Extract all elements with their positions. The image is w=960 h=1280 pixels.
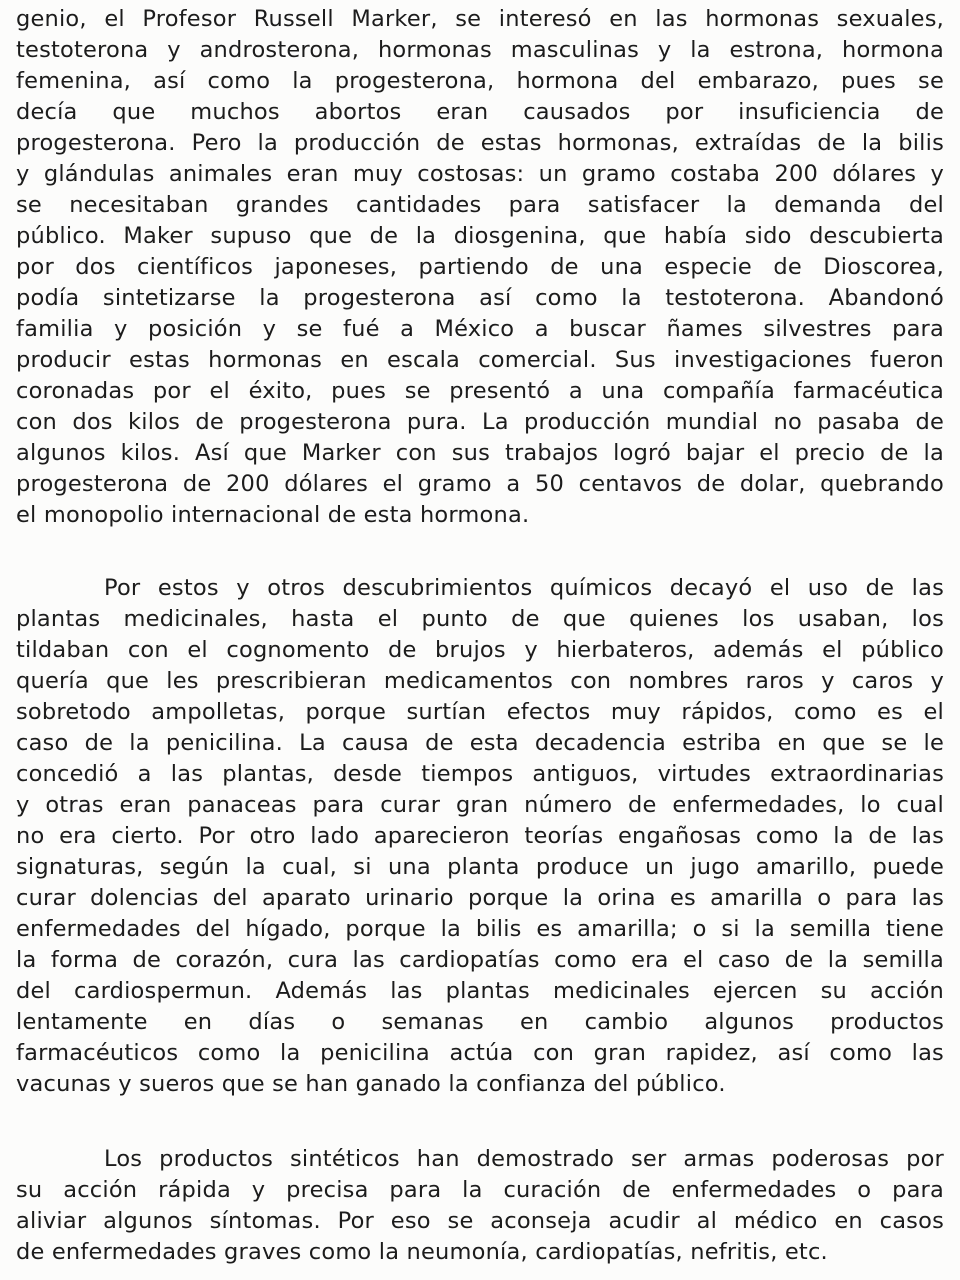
text-line: familia y posición y se fué a México a buscar ñames silvestres para xyxy=(16,316,944,342)
text-line: femenina, así como la progesterona, hormona del embarazo, pues se xyxy=(16,68,944,94)
text-line: no era cierto. Por otro lado aparecieron teorías engañosas como la de las xyxy=(16,823,944,849)
text-line: su acción rápida y precisa para la curación de enfermedades o para xyxy=(16,1177,944,1203)
text-line: concedió a las plantas, desde tiempos antiguos, virtudes extraordinarias xyxy=(16,761,944,787)
text-line: y glándulas animales eran muy costosas: un gramo costaba 200 dólares y xyxy=(16,161,944,187)
text-line: del cardiospermun. Además las plantas medicinales ejercen su acción xyxy=(16,978,944,1004)
text-line: la forma de corazón, cura las cardiopatías como era el caso de la semilla xyxy=(16,947,944,973)
text-line: sobretodo ampolletas, porque surtían efectos muy rápidos, como es el xyxy=(16,699,944,725)
text-line: Por estos y otros descubrimientos químicos decayó el uso de las xyxy=(104,575,944,601)
text-line: genio, el Profesor Russell Marker, se interesó en las hormonas sexuales, xyxy=(16,6,944,32)
text-line: progesterona de 200 dólares el gramo a 50 centavos de dolar, quebrando xyxy=(16,471,944,497)
text-line: con dos kilos de progesterona pura. La producción mundial no pasaba de xyxy=(16,409,944,435)
text-line: plantas medicinales, hasta el punto de que quienes los usaban, los xyxy=(16,606,944,632)
text-line: podía sintetizarse la progesterona así como la testoterona. Abandonó xyxy=(16,285,944,311)
text-line: quería que les prescribieran medicamentos con nombres raros y caros y xyxy=(16,668,944,694)
text-line: de enfermedades graves como la neumonía, cardiopatías, nefritis, etc. xyxy=(16,1239,828,1265)
text-line: se necesitaban grandes cantidades para satisfacer la demanda del xyxy=(16,192,944,218)
text-line: testoterona y androsterona, hormonas masculinas y la estrona, hormona xyxy=(16,37,944,63)
text-line: caso de la penicilina. La causa de esta decadencia estriba en que se le xyxy=(16,730,944,756)
text-line: producir estas hormonas en escala comercial. Sus investigaciones fueron xyxy=(16,347,944,373)
text-line: curar dolencias del aparato urinario porque la orina es amarilla o para las xyxy=(16,885,944,911)
text-line: el monopolio internacional de esta hormona. xyxy=(16,502,530,528)
text-line: lentamente en días o semanas en cambio algunos productos xyxy=(16,1009,944,1035)
text-line: público. Maker supuso que de la diosgenina, que había sido descubierta xyxy=(16,223,944,249)
text-line: Los productos sintéticos han demostrado ser armas poderosas por xyxy=(104,1146,944,1172)
text-line: signaturas, según la cual, si una planta produce un jugo amarillo, puede xyxy=(16,854,944,880)
text-line: tildaban con el cognomento de brujos y hierbateros, además el público xyxy=(16,637,944,663)
text-line: por dos científicos japoneses, partiendo de una especie de Dioscorea, xyxy=(16,254,944,280)
text-line: farmacéuticos como la penicilina actúa con gran rapidez, así como las xyxy=(16,1040,944,1066)
text-line: algunos kilos. Así que Marker con sus trabajos logró bajar el precio de la xyxy=(16,440,944,466)
text-line: decía que muchos abortos eran causados por insuficiencia de xyxy=(16,99,944,125)
text-line: vacunas y sueros que se han ganado la confianza del público. xyxy=(16,1071,726,1097)
text-line: enfermedades del hígado, porque la bilis es amarilla; o si la semilla tiene xyxy=(16,916,944,942)
text-line: aliviar algunos síntomas. Por eso se aconseja acudir al médico en casos xyxy=(16,1208,944,1234)
text-line: coronadas por el éxito, pues se presentó a una compañía farmacéutica xyxy=(16,378,944,404)
text-line: progesterona. Pero la producción de estas hormonas, extraídas de la bilis xyxy=(16,130,944,156)
text-line: y otras eran panaceas para curar gran número de enfermedades, lo cual xyxy=(16,792,944,818)
